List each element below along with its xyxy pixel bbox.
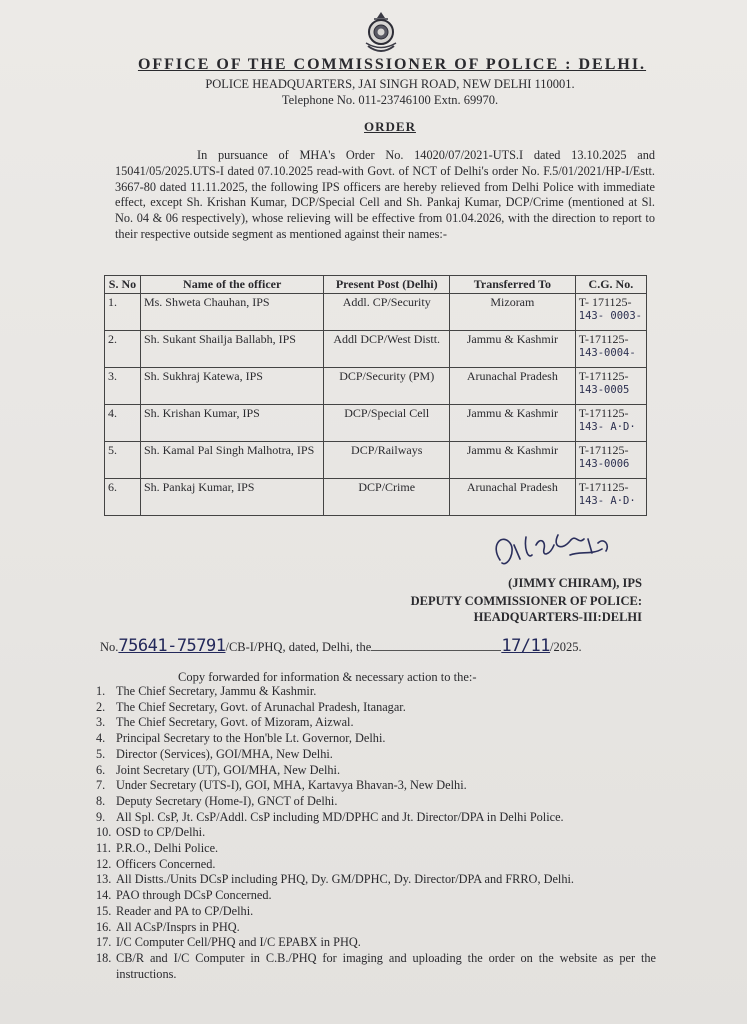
cell-transferred: Jammu & Kashmir <box>449 331 575 368</box>
list-item <box>96 747 656 763</box>
list-item <box>96 841 656 857</box>
list-item <box>96 684 656 700</box>
cg-line-1: T-171125- <box>578 406 629 420</box>
table-row <box>105 294 647 331</box>
list-number: 5. <box>96 746 106 761</box>
list-number: 11. <box>96 841 111 856</box>
header-post: Present Post (Delhi) <box>324 276 450 294</box>
copy-forwarded-list <box>96 684 656 982</box>
cg-line-2: 143- A·D· <box>578 495 636 507</box>
cell-transferred: Jammu & Kashmir <box>449 442 575 479</box>
signatory-designation: DEPUTY COMMISSIONER OF POLICE: <box>410 594 642 608</box>
list-item <box>96 857 656 873</box>
list-number: 8. <box>96 793 106 808</box>
list-text: All Distts./Units DCsP including PHQ, Dy. GM/DPHC, Dy. Director/DPA and FRRO, Delhi. <box>116 872 574 887</box>
table-row <box>105 442 647 479</box>
signatory-office: HEADQUARTERS-III:DELHI <box>473 610 642 624</box>
header-sno: S. No <box>105 276 141 294</box>
list-text: All ACsP/Insprs in PHQ. <box>116 919 240 934</box>
officers-table <box>104 275 647 516</box>
list-text: Under Secretary (UTS-I), GOI, MHA, Kartavya Bhavan-3, New Delhi. <box>116 778 467 793</box>
cell-cg-no <box>575 442 646 479</box>
dispatch-date: 17/11 <box>501 636 551 656</box>
list-text: Reader and PA to CP/Delhi. <box>116 903 254 918</box>
cell-transferred: Arunachal Pradesh <box>449 479 575 516</box>
cell-cg-no <box>575 331 646 368</box>
list-text: All Spl. CsP, Jt. CsP/Addl. CsP including MD/DPHC and Jt. Director/DPA in Delhi Police. <box>116 809 564 824</box>
list-number: 17. <box>96 935 112 950</box>
list-item <box>96 951 656 982</box>
list-text: Joint Secretary (UT), GOI/MHA, New Delhi. <box>116 762 341 777</box>
list-number: 3. <box>96 715 106 730</box>
list-text: CB/R and I/C Computer in C.B./PHQ for imaging and uploading the order on the website as per the instructions. <box>116 950 656 981</box>
list-text: I/C Computer Cell/PHQ and I/C EPABX in PHQ. <box>116 935 361 950</box>
cg-line-2: 143-0006 <box>578 458 630 470</box>
reference-number-line <box>100 636 660 656</box>
list-number: 7. <box>96 778 106 793</box>
cell-cg-no <box>575 405 646 442</box>
cell-post: DCP/Special Cell <box>324 405 450 442</box>
cell-sno: 5. <box>105 442 141 479</box>
list-number: 1. <box>96 684 106 698</box>
header-transferred: Transferred To <box>449 276 575 294</box>
cg-line-1: T- 171125- <box>578 295 632 309</box>
table-row <box>105 331 647 368</box>
list-item <box>96 731 656 747</box>
list-text: Director (Services), GOI/MHA, New Delhi. <box>116 746 333 761</box>
cg-line-1: T-171125- <box>578 480 629 494</box>
order-heading: ORDER <box>364 119 416 134</box>
list-item <box>96 904 656 920</box>
cg-line-2: 143- 0003- <box>578 310 642 322</box>
list-item <box>96 935 656 951</box>
number-suffix: /2025. <box>550 640 582 654</box>
cell-post: Addl. CP/Security <box>324 294 450 331</box>
list-text: OSD to CP/Delhi. <box>116 825 206 840</box>
office-telephone: Telephone No. 011-23746100 Extn. 69970. <box>281 93 499 107</box>
cell-name: Ms. Shweta Chauhan, IPS <box>140 294 324 331</box>
list-item <box>96 920 656 936</box>
list-number: 9. <box>96 809 106 824</box>
cell-sno: 6. <box>105 479 141 516</box>
list-number: 4. <box>96 731 106 746</box>
cell-sno: 4. <box>105 405 141 442</box>
office-address: POLICE HEADQUARTERS, JAI SINGH ROAD, NEW DELHI 110001. <box>205 77 575 91</box>
cell-sno: 2. <box>105 331 141 368</box>
cell-transferred: Jammu & Kashmir <box>449 405 575 442</box>
cell-post: DCP/Crime <box>324 479 450 516</box>
number-middle: /CB-I/PHQ, dated, Delhi, the <box>225 640 372 654</box>
cell-name: Sh. Krishan Kumar, IPS <box>140 405 324 442</box>
list-number: 16. <box>96 919 112 934</box>
list-item <box>96 825 656 841</box>
order-paragraph: In pursuance of MHA's Order No. 14020/07/2021-UTS.I dated 13.10.2025 and 15041/05/2025.UTS-I dated 07.10.2025 read-with Govt. of NCT of Delhi's order No. F.5/01/2021/HP-I/Estt. 3667-80 dated 11.11.2025, the following IPS officers are hereby relieved from Delhi Police with immediate effect, except Sh. Krishan Kumar, DCP/Special Cell and Sh. Pankaj Kumar, DCP/Crime (mentioned at Sl. No. 04 & 06 respectively), whose relieving will be effective from 01.04.2026, with the direction to report to their respective outside segment as mentioned against their names:- <box>115 148 655 241</box>
cell-transferred: Mizoram <box>449 294 575 331</box>
cell-transferred: Arunachal Pradesh <box>449 368 575 405</box>
list-text: Principal Secretary to the Hon'ble Lt. Governor, Delhi. <box>116 731 386 746</box>
cell-name: Sh. Pankaj Kumar, IPS <box>140 479 324 516</box>
cg-line-2: 143-0005 <box>578 384 630 396</box>
list-text: The Chief Secretary, Govt. of Arunachal Pradesh, Itanagar. <box>116 699 406 714</box>
cell-post: DCP/Security (PM) <box>324 368 450 405</box>
list-text: P.R.O., Delhi Police. <box>116 841 219 856</box>
cell-cg-no <box>575 294 646 331</box>
list-item <box>96 778 656 794</box>
cg-line-1: T-171125- <box>578 443 629 457</box>
cell-name: Sh. Kamal Pal Singh Malhotra, IPS <box>140 442 324 479</box>
signatory-name: (JIMMY CHIRAM), IPS <box>508 576 642 590</box>
cell-sno: 3. <box>105 368 141 405</box>
list-text: Deputy Secretary (Home-I), GNCT of Delhi. <box>116 793 338 808</box>
cell-post: DCP/Railways <box>324 442 450 479</box>
header-cg-no: C.G. No. <box>575 276 646 294</box>
list-item <box>96 810 656 826</box>
table-row <box>105 405 647 442</box>
list-item <box>96 700 656 716</box>
list-item <box>96 715 656 731</box>
cell-cg-no <box>575 368 646 405</box>
office-title: OFFICE OF THE COMMISSIONER OF POLICE : DELHI. <box>137 56 647 73</box>
cell-post: Addl DCP/West Distt. <box>324 331 450 368</box>
cell-sno: 1. <box>105 294 141 331</box>
table-row <box>105 479 647 516</box>
date-blank-line <box>371 639 501 651</box>
list-item <box>96 794 656 810</box>
list-item <box>96 872 656 888</box>
cg-line-2: 143- A·D· <box>578 421 636 433</box>
table-row <box>105 368 647 405</box>
list-number: 10. <box>96 825 112 840</box>
cg-line-1: T-171125- <box>578 332 629 346</box>
handwritten-signature-icon <box>480 515 630 585</box>
list-text: Officers Concerned. <box>116 856 216 871</box>
list-text: PAO through DCsP Concerned. <box>116 888 272 903</box>
number-prefix: No. <box>100 640 119 654</box>
list-number: 13. <box>96 872 112 887</box>
list-text: The Chief Secretary, Jammu & Kashmir. <box>116 684 317 698</box>
header-name: Name of the officer <box>140 276 324 294</box>
list-number: 15. <box>96 903 112 918</box>
table-header-row <box>105 276 647 294</box>
cell-cg-no <box>575 479 646 516</box>
cell-name: Sh. Sukant Shailja Ballabh, IPS <box>140 331 324 368</box>
list-number: 18. <box>96 950 112 965</box>
police-emblem-icon <box>356 8 406 58</box>
list-text: The Chief Secretary, Govt. of Mizoram, Aizwal. <box>116 715 354 730</box>
list-number: 12. <box>96 856 112 871</box>
list-number: 14. <box>96 888 112 903</box>
copy-forwarded-heading: Copy forwarded for information & necessary action to the:- <box>178 670 477 684</box>
cell-name: Sh. Sukhraj Katewa, IPS <box>140 368 324 405</box>
list-item <box>96 763 656 779</box>
list-number: 2. <box>96 699 106 714</box>
list-number: 6. <box>96 762 106 777</box>
list-item <box>96 888 656 904</box>
dispatch-number: 75641-75791 <box>118 636 226 656</box>
cg-line-1: T-171125- <box>578 369 629 383</box>
cg-line-2: 143-0004- <box>578 347 636 359</box>
